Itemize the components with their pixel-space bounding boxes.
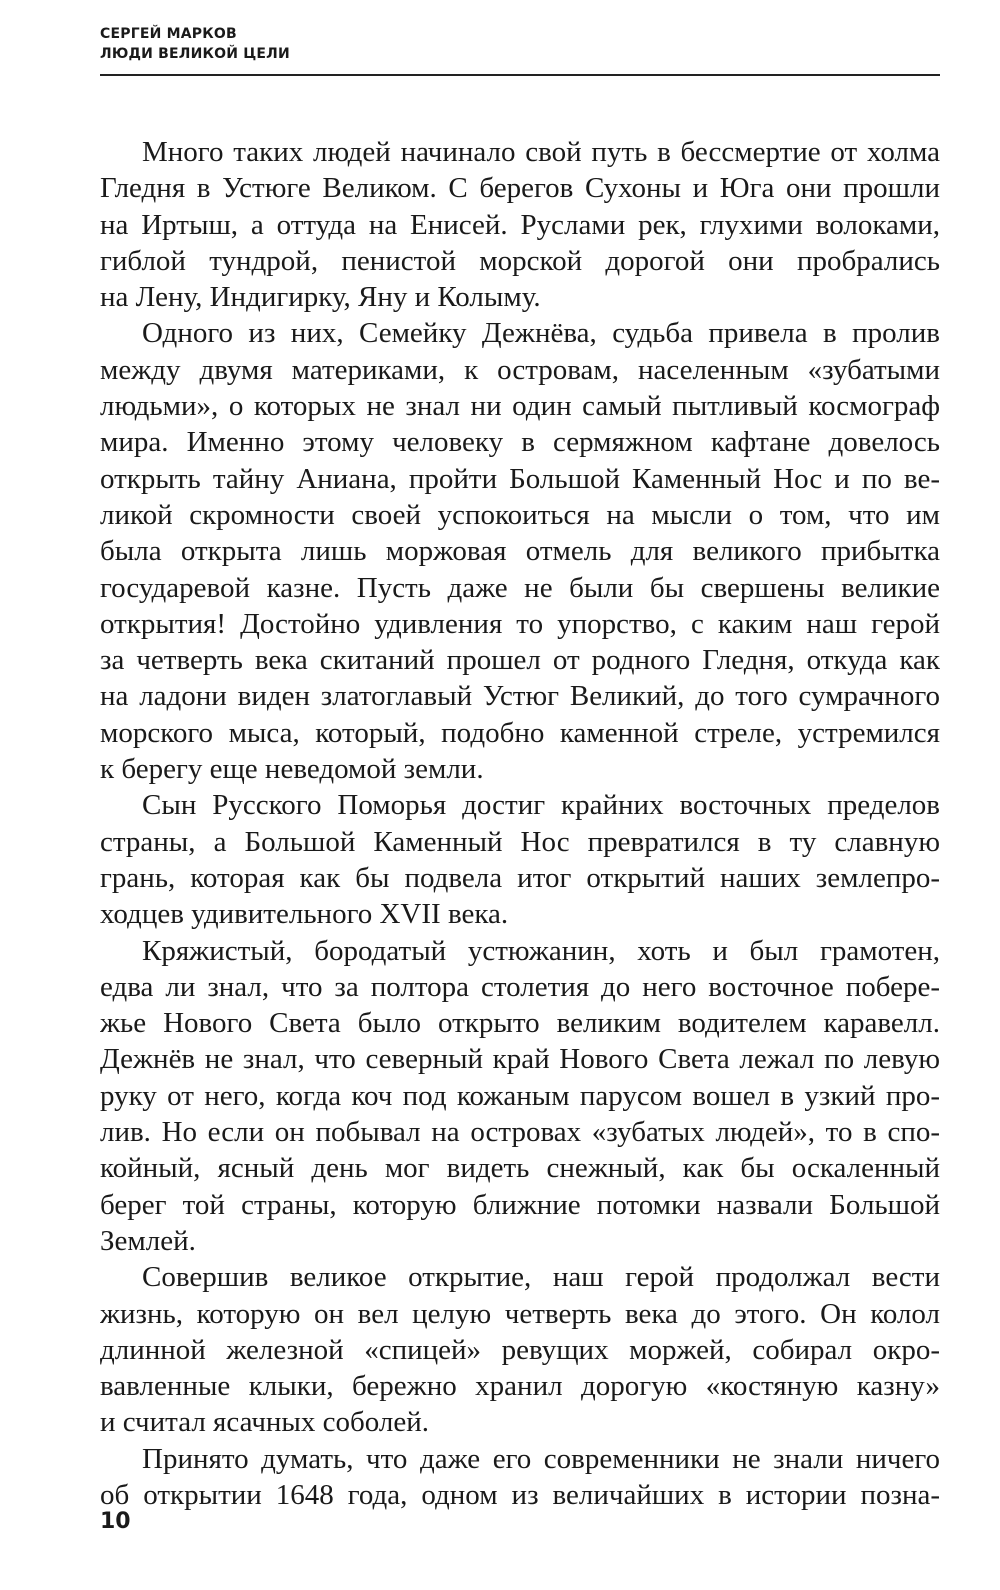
text-line: берег той страны, которую ближние потомки назвали Большой xyxy=(100,1188,940,1221)
page-number: 10 xyxy=(100,1509,131,1534)
header-rule xyxy=(100,74,940,76)
text-line: об открытии 1648 года, одном из величайших в истории позна- xyxy=(100,1478,940,1511)
text-line: государевой казне. Пусть даже не были бы свершены великие xyxy=(100,571,940,604)
text-line: Гледня в Устюге Великом. С берегов Сухоны и Юга они прошли xyxy=(100,172,940,205)
text-line: и считал ясачных соболей. xyxy=(100,1406,430,1439)
text-line: Землей. xyxy=(100,1224,196,1257)
paragraph xyxy=(100,1259,940,1440)
paragraph xyxy=(100,1441,940,1514)
text-line: жье Нового Света было открыто великим водителем каравелл. xyxy=(100,1007,940,1040)
text-line: койный, ясный день мог видеть снежный, как бы оскаленный xyxy=(100,1152,940,1185)
paragraph xyxy=(100,315,940,787)
text-line: Принято думать, что даже его современники не знали ничего xyxy=(142,1442,940,1475)
text-line: длинной железной «спицей» ревущих моржей, собирал окро- xyxy=(100,1333,940,1366)
paragraph xyxy=(100,787,940,932)
text-line: Сын Русского Поморья достиг крайних восточных пределов xyxy=(142,789,940,822)
text-line: открыть тайну Аниана, пройти Большой Каменный Нос и по ве- xyxy=(100,462,940,495)
text-line: Много таких людей начинало свой путь в бессмертие от холма xyxy=(142,136,940,168)
text-line: страны, а Большой Каменный Нос превратился в ту славную xyxy=(100,825,940,858)
text-line: на Лену, Индигирку, Яну и Колыму. xyxy=(100,281,541,314)
text-line: на Иртыш, а оттуда на Енисей. Руслами рек, глухими волоками, xyxy=(100,208,940,241)
text-line: к берегу еще неведомой земли. xyxy=(100,753,484,786)
text-line: мира. Именно этому человеку в сермяжном кафтане довелось xyxy=(100,426,940,459)
body-text xyxy=(100,134,940,1513)
text-line: за четверть века скитаний прошел от родного Гледня, откуда как xyxy=(100,644,940,677)
text-line: едва ли знал, что за полтора столетия до него восточное побере- xyxy=(100,970,940,1003)
text-line: была открыта лишь моржовая отмель для великого прибытка xyxy=(100,535,940,568)
text-line: ходцев удивительного XVII века. xyxy=(100,898,509,931)
text-line: морского мыса, который, подобно каменной стреле, устремился xyxy=(100,716,940,749)
running-head-author: СЕРГЕЙ МАРКОВ xyxy=(100,26,237,42)
text-line: руку от него, когда коч под кожаным парусом вошел в узкий про- xyxy=(100,1079,940,1112)
text-line: людьми», о которых не знал ни один самый пытливый космограф xyxy=(100,390,940,423)
text-line: вавленные клыки, бережно хранил дорогую «костяную казну» xyxy=(100,1370,940,1403)
text-line: на ладони виден златоглавый Устюг Великий, до того сумрачного xyxy=(100,680,940,713)
text-line: открытия! Достойно удивления то упорство, с каким наш герой xyxy=(100,607,940,640)
text-line: лив. Но если он побывал на островах «зубатых людей», то в спо- xyxy=(100,1116,940,1149)
text-line: Совершив великое открытие, наш герой продолжал вести xyxy=(142,1261,940,1294)
running-head xyxy=(100,24,290,64)
text-line: ликой скромности своей успокоиться на мысли о том, что им xyxy=(100,498,940,531)
running-head-title: ЛЮДИ ВЕЛИКОЙ ЦЕЛИ xyxy=(100,46,290,62)
text-line: грань, которая как бы подвела итог открытий наших землепро- xyxy=(100,861,940,894)
text-line: Кряжистый, бородатый устюжанин, хоть и был грамотен, xyxy=(142,934,940,967)
text-line: Одного из них, Семейку Дежнёва, судьба привела в пролив xyxy=(142,317,940,350)
text-line: жизнь, которую он вел целую четверть века до этого. Он колол xyxy=(100,1297,940,1330)
paragraph xyxy=(100,933,940,1260)
text-line: Дежнёв не знал, что северный край Нового Света лежал по левую xyxy=(100,1043,940,1076)
text-line: гиблой тундрой, пенистой морской дорогой они пробрались xyxy=(100,244,940,277)
text-line: между двумя материками, к островам, населенным «зубатыми xyxy=(100,353,940,386)
paragraph xyxy=(100,134,940,315)
